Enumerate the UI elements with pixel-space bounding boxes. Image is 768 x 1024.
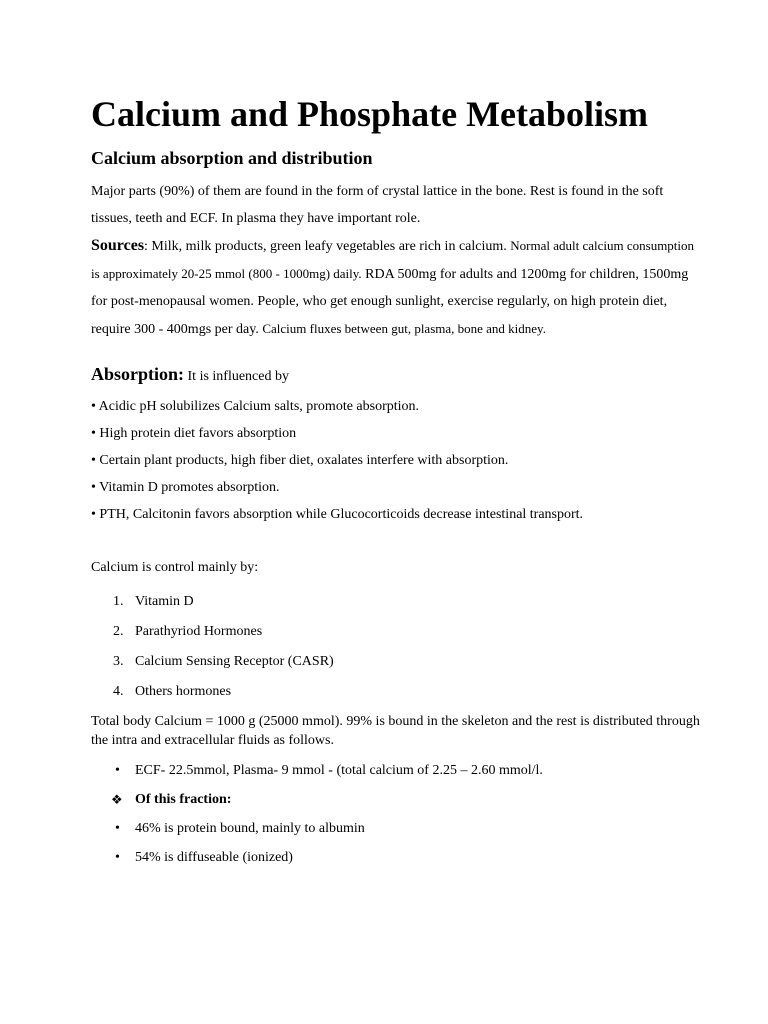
absorption-bullet-list xyxy=(91,393,701,528)
control-intro: Calcium is control mainly by: xyxy=(91,560,259,575)
bullet-marker: • xyxy=(115,821,120,836)
total-calcium-paragraph: Total body Calcium = 1000 g (25000 mmol). 99% is bound in the skeleton and the rest is distributed through the intra and extracellular fluids as follows. xyxy=(91,714,700,748)
list-item xyxy=(91,761,701,781)
list-item xyxy=(91,790,701,810)
section-heading: Calcium absorption and distribution xyxy=(91,148,373,168)
list-item: • Acidic pH solubilizes Calcium salts, promote absorption. xyxy=(91,399,420,414)
list-item: • Certain plant products, high fiber diet, oxalates interfere with absorption. xyxy=(91,453,509,468)
list-item: • PTH, Calcitonin favors absorption while Glucocorticoids decrease intestinal transport. xyxy=(91,507,584,522)
list-number: 1. xyxy=(113,594,124,609)
sources-label: Sources xyxy=(91,237,145,254)
list-item-text: Of this fraction: xyxy=(135,792,232,807)
absorption-heading xyxy=(91,360,701,391)
document-page xyxy=(91,88,701,877)
bullet-marker: • xyxy=(115,850,120,865)
list-number: 2. xyxy=(113,624,124,639)
list-number: 4. xyxy=(113,684,124,699)
list-item xyxy=(91,652,701,672)
bullet-marker: • xyxy=(115,763,120,778)
absorption-label: Absorption: xyxy=(91,364,185,384)
list-item-text: 54% is diffuseable (ionized) xyxy=(135,850,293,865)
control-numbered-list xyxy=(91,592,701,702)
list-item xyxy=(91,622,701,642)
list-item xyxy=(91,592,701,612)
absorption-text: It is influenced by xyxy=(184,369,289,384)
sources-text-a: : Milk, milk products, green leafy vegetables are rich in calcium. xyxy=(144,239,511,254)
distribution-list xyxy=(91,761,701,868)
list-item: • Vitamin D promotes absorption. xyxy=(91,480,280,495)
list-item-text: Calcium Sensing Receptor (CASR) xyxy=(135,654,334,669)
list-item xyxy=(91,819,701,839)
list-item-text: 46% is protein bound, mainly to albumin xyxy=(135,821,365,836)
list-item: • High protein diet favors absorption xyxy=(91,426,297,441)
list-item-text: Others hormones xyxy=(135,684,232,699)
list-item xyxy=(91,682,701,702)
diamond-bullet-icon: ❖ xyxy=(111,792,123,807)
list-item-text: Vitamin D xyxy=(135,594,194,609)
list-number: 3. xyxy=(113,654,124,669)
list-item-text: ECF- 22.5mmol, Plasma- 9 mmol - (total calcium of 2.25 – 2.60 mmol/l. xyxy=(135,763,543,778)
list-item-text: Parathyriod Hormones xyxy=(135,624,263,639)
intro-paragraph: Major parts (90%) of them are found in the form of crystal lattice in the bone. Rest is found in the soft tissues, teeth and ECF. In plasma they have important role. xyxy=(91,184,664,226)
list-item xyxy=(91,848,701,868)
sources-text-d: Calcium fluxes between gut, plasma, bone and kidney. xyxy=(262,321,546,336)
sources-text-c: RDA 500mg for adults and 1200mg for children, 1500mg for post-menopausal women. People, who get enough sunlight, exercise regularly, on high protein diet, require 300 - 400mgs per day. xyxy=(91,267,689,337)
sources-text-b: Normal adult calcium consumption is approximately 20-25 mmol (800 - 1000mg) daily. xyxy=(91,238,695,281)
document-title: Calcium and Phosphate Metabolism xyxy=(91,94,649,134)
sources-paragraph xyxy=(91,232,701,343)
